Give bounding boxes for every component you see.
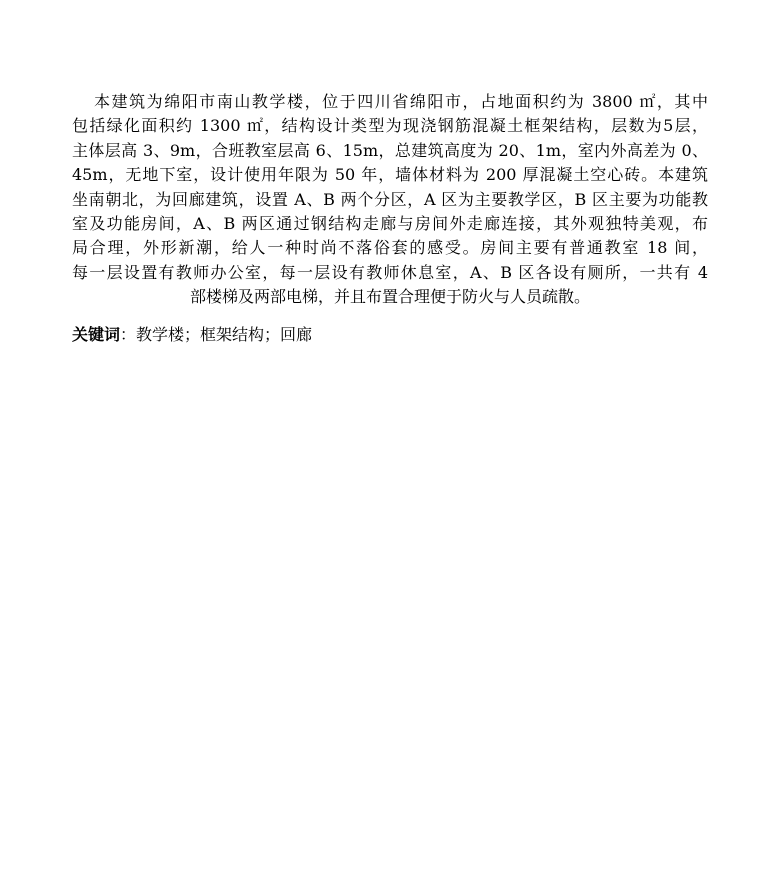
keywords-line xyxy=(72,323,708,347)
keywords-separator: ： xyxy=(120,324,137,344)
abstract-line: 包括绿化面积约 1300 ㎡，结构设计类型为现浇钢筋混凝土框架结构，层数为5层， xyxy=(72,116,708,136)
abstract-line: 每一层设置有教师办公室，每一层设有教师休息室，A、B 区各设有厕所，一共有 4 xyxy=(72,262,708,282)
abstract-line: 室及功能房间，A、B 两区通过钢结构走廊与房间外走廊连接，其外观独特美观，布 xyxy=(72,213,708,233)
abstract-line: 部楼梯及两部电梯，并且布置合理便于防火与人员疏散。 xyxy=(189,287,590,307)
abstract-line: 局合理，外形新潮，给人一种时尚不落俗套的感受。房间主要有普通教室 18 间， xyxy=(72,238,708,258)
document-page xyxy=(72,90,708,347)
keywords-items: 教学楼；框架结构；回廊 xyxy=(136,324,313,344)
abstract-line: 45m，无地下室，设计使用年限为 50 年，墙体材料为 200 厚混凝土空心砖。本建筑 xyxy=(72,165,708,185)
abstract-line: 主体层高 3、9m，合班教室层高 6、15m，总建筑高度为 20、1m，室内外高差为 0、 xyxy=(72,140,708,160)
abstract-line: 本建筑为绵阳市南山教学楼，位于四川省绵阳市，占地面积约为 3800 ㎡，其中 xyxy=(94,92,708,111)
abstract-line: 坐南朝北，为回廊建筑，设置 A、B 两个分区，A 区为主要教学区，B 区主要为功能教 xyxy=(72,189,708,209)
keywords-label: 关键词 xyxy=(72,324,121,344)
abstract-paragraph xyxy=(72,90,708,310)
